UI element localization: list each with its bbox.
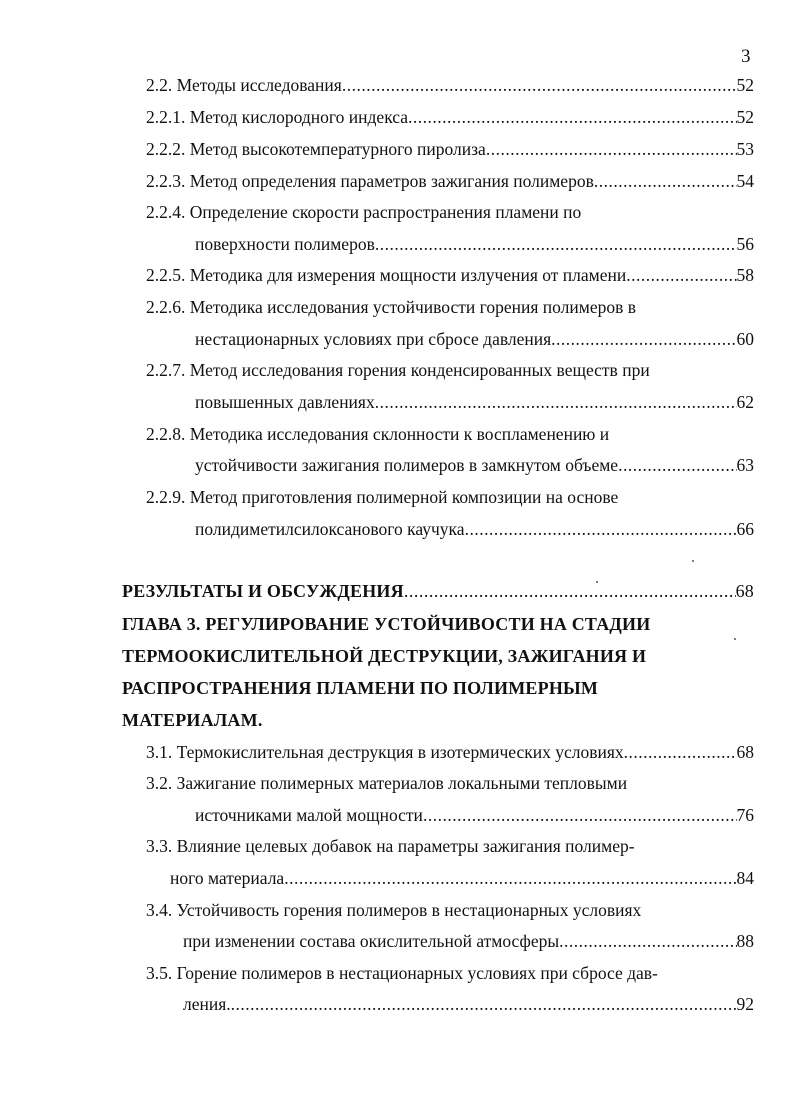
toc-entry-cont: повышенных давлениях: [195, 392, 375, 412]
toc-entry-title: 2.2.2. Метод высокотемпературного пиролиза: [146, 139, 486, 159]
toc-entry-title: 3.2. Зажигание полимерных материалов локальными тепловыми: [146, 773, 628, 793]
toc-entry-page: 92: [736, 994, 754, 1014]
toc-entry-cont: поверхности полимеров: [195, 234, 375, 254]
toc-entry-page: 52: [736, 107, 754, 127]
toc-entry-title: 3.3. Влияние целевых добавок на параметры зажигания полимер-: [146, 836, 635, 856]
toc-entry-title: 2.2.7. Метод исследования горения конденсированных веществ при: [146, 360, 650, 380]
leader-dots: [465, 518, 737, 540]
chapter-heading-line: МАТЕРИАЛАМ.: [122, 710, 263, 730]
leader-dots: [559, 930, 736, 952]
toc-entry-page: 84: [736, 868, 754, 888]
toc-entry-title: 2.2.5. Методика для измерения мощности излучения от пламени: [146, 265, 627, 285]
toc-entry-page: 53: [736, 139, 754, 159]
toc-entry-cont: полидиметилсилоксанового каучука: [195, 519, 465, 539]
toc-entry: [146, 138, 754, 160]
leader-dots: [375, 233, 737, 255]
leader-dots: [626, 264, 736, 286]
chapter-heading-line: ТЕРМООКИСЛИТЕЛЬНОЙ ДЕСТРУКЦИИ, ЗАЖИГАНИЯ И: [122, 646, 647, 666]
toc-entry-page: 76: [736, 805, 754, 825]
toc-entry: [183, 993, 754, 1015]
leader-dots: [284, 867, 736, 889]
leader-dots: [594, 170, 737, 192]
leader-dots: [618, 454, 736, 476]
toc-entry-title: 2.2.3. Метод определения параметров зажигания полимеров: [146, 171, 594, 191]
toc-entry-page: 63: [736, 455, 754, 475]
toc-entry-page: 88: [736, 931, 754, 951]
toc-entry-cont: источниками малой мощности: [195, 805, 423, 825]
toc-entry-page: 52: [736, 75, 754, 95]
toc-entry: [146, 106, 754, 128]
toc-entry: [146, 264, 754, 286]
toc-entry-page: 60: [736, 329, 754, 349]
toc-entry: [146, 741, 754, 763]
toc-entry: [195, 518, 754, 540]
results-page: 68: [735, 581, 754, 601]
leader-dots: [342, 74, 737, 96]
scan-speck: [734, 638, 736, 640]
toc-entry: [195, 804, 754, 826]
toc-entry-cont: ления.: [183, 994, 231, 1014]
results-heading: [122, 580, 754, 602]
toc-entry-title: 3.1. Термокислительная деструкция в изотермических условиях: [146, 742, 624, 762]
toc-entry: [195, 454, 754, 476]
page-number: 3: [741, 46, 751, 67]
toc-entry-page: 58: [736, 265, 754, 285]
leader-dots: [231, 993, 737, 1015]
chapter-heading-line: РАСПРОСТРАНЕНИЯ ПЛАМЕНИ ПО ПОЛИМЕРНЫМ: [122, 678, 599, 698]
toc-entry: [146, 74, 754, 96]
leader-dots: [551, 328, 736, 350]
toc-entry-title: 2.2.1. Метод кислородного индекса: [146, 107, 409, 127]
toc-entry: [146, 170, 754, 192]
toc-entry-page: 56: [736, 234, 754, 254]
leader-dots: [624, 741, 737, 763]
toc-entry-title: 2.2.4. Определение скорости распространения пламени по: [146, 202, 582, 222]
toc-entry-title: 2.2.9. Метод приготовления полимерной композиции на основе: [146, 487, 619, 507]
toc-entry-cont: устойчивости зажигания полимеров в замкнутом объеме: [195, 455, 619, 475]
toc-entry: [195, 233, 754, 255]
toc-entry-cont: при изменении состава окислительной атмосферы: [183, 931, 560, 951]
leader-dots: [375, 391, 737, 413]
scan-speck: [692, 560, 694, 562]
toc-entry-cont: нестационарных условиях при сбросе давления: [195, 329, 552, 349]
results-title: РЕЗУЛЬТАТЫ И ОБСУЖДЕНИЯ: [122, 581, 404, 601]
toc-entry: [195, 391, 754, 413]
leader-dots: [408, 106, 736, 128]
toc-entry-page: 62: [736, 392, 754, 412]
toc-entry-page: 68: [736, 742, 754, 762]
toc-entry: [170, 867, 754, 889]
toc-entry-page: 54: [736, 171, 754, 191]
toc-entry-title: 3.4. Устойчивость горения полимеров в нестационарных условиях: [146, 900, 642, 920]
leader-dots: [486, 138, 737, 160]
chapter-heading-line: ГЛАВА 3. РЕГУЛИРОВАНИЕ УСТОЙЧИВОСТИ НА СТАДИИ: [122, 614, 651, 634]
toc-entry-cont: ного материала: [170, 868, 285, 888]
toc-entry-title: 3.5. Горение полимеров в нестационарных условиях при сбросе дав-: [146, 963, 658, 983]
leader-dots: [404, 580, 736, 602]
toc-entry-title: 2.2. Методы исследования: [146, 75, 342, 95]
toc-entry-title: 2.2.6. Методика исследования устойчивости горения полимеров в: [146, 297, 637, 317]
leader-dots: [423, 804, 737, 826]
toc-entry-title: 2.2.8. Методика исследования склонности к воспламенению и: [146, 424, 610, 444]
toc-entry: [195, 328, 754, 350]
toc-entry-page: 66: [736, 519, 754, 539]
scan-speck: [596, 581, 598, 583]
toc-entry: [183, 930, 754, 952]
